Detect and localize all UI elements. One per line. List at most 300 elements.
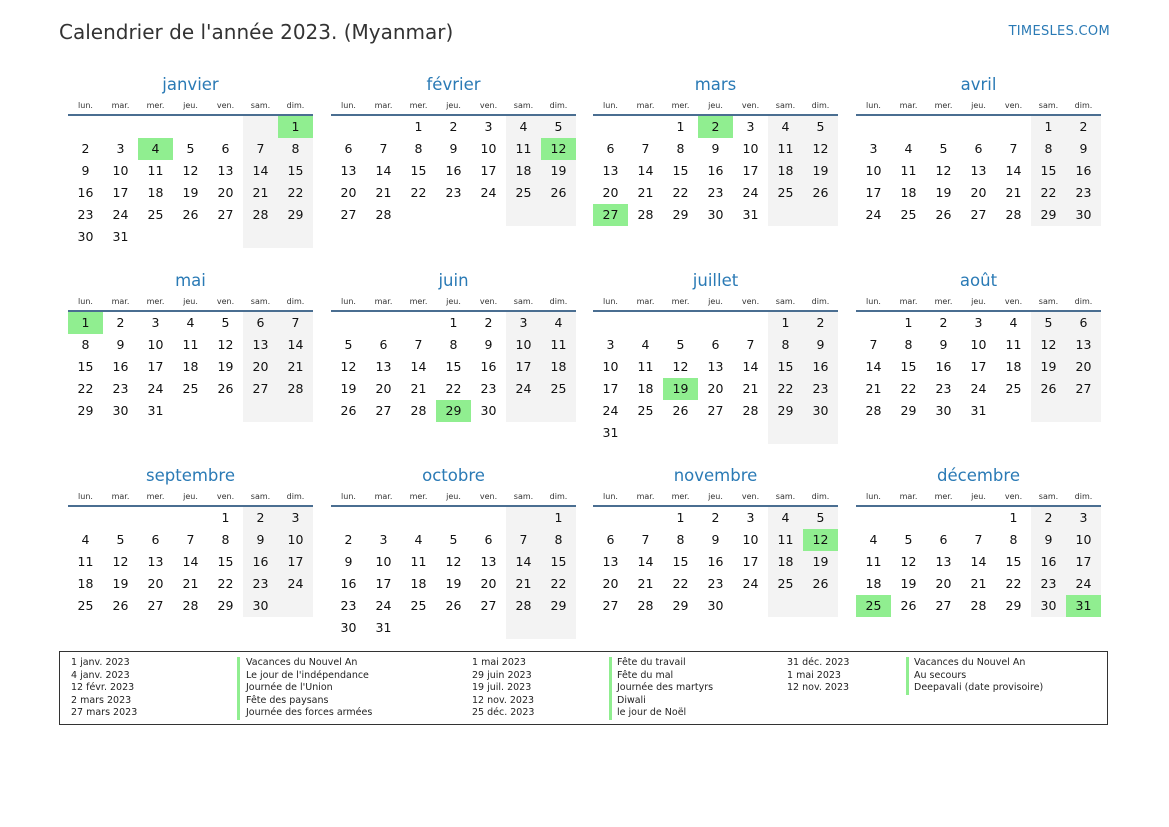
day-cell: 2 — [939, 315, 948, 330]
day-cell: 6 — [939, 532, 948, 547]
day-cell: 24 — [506, 378, 541, 400]
weekday-label: lun. — [866, 492, 881, 501]
empty-cell — [68, 116, 103, 138]
day-cell: 31 — [1066, 595, 1101, 617]
legend-dates-col — [472, 657, 534, 720]
day-cell: 14 — [865, 359, 882, 374]
empty-cell — [768, 422, 803, 444]
day-cell: 4 — [904, 141, 913, 156]
empty-cell — [138, 226, 173, 248]
day-cell: 19 — [803, 160, 838, 182]
day-cell: 19 — [935, 185, 952, 200]
weekday-label: mar. — [899, 101, 918, 110]
empty-cell — [331, 507, 366, 529]
weekday-label: sam. — [250, 492, 271, 501]
day-cell: 6 — [484, 532, 493, 547]
day-cell: 20 — [375, 381, 392, 396]
weekday-label: lun. — [341, 297, 356, 306]
day-cell: 27 — [707, 403, 724, 418]
empty-cell — [803, 595, 838, 617]
day-cell: 23 — [243, 573, 278, 595]
legend-date: 31 déc. 2023 — [787, 657, 850, 668]
empty-cell — [436, 617, 471, 639]
day-cell: 9 — [116, 337, 125, 352]
day-cell: 17 — [865, 185, 882, 200]
day-cell: 10 — [742, 532, 759, 547]
day-cell: 9 — [939, 337, 948, 352]
legend-color-bar — [237, 657, 240, 720]
day-cell: 15 — [672, 163, 689, 178]
empty-cell — [278, 226, 313, 248]
day-cell: 3 — [484, 119, 493, 134]
weekday-header — [593, 294, 838, 312]
weekday-label: lun. — [866, 101, 881, 110]
day-cell: 6 — [606, 141, 615, 156]
day-cell: 30 — [1031, 595, 1066, 617]
empty-cell — [103, 507, 138, 529]
day-cell: 22 — [1005, 576, 1022, 591]
empty-cell — [506, 400, 541, 422]
day-cell: 16 — [803, 356, 838, 378]
day-cell: 28 — [375, 207, 392, 222]
weekday-label: sam. — [250, 297, 271, 306]
day-cell: 4 — [414, 532, 423, 547]
day-cell: 21 — [637, 185, 654, 200]
days-grid — [856, 507, 1101, 617]
weekday-label: lun. — [78, 492, 93, 501]
day-cell: 27 — [147, 598, 164, 613]
day-cell: 6 — [151, 532, 160, 547]
day-cell: 6 — [379, 337, 388, 352]
day-cell: 24 — [278, 573, 313, 595]
day-cell: 1 — [414, 119, 423, 134]
day-cell: 22 — [768, 378, 803, 400]
day-cell: 31 — [970, 403, 987, 418]
day-cell: 14 — [375, 163, 392, 178]
day-cell: 30 — [112, 403, 129, 418]
day-cell: 17 — [506, 356, 541, 378]
weekday-header — [593, 489, 838, 507]
empty-cell — [803, 204, 838, 226]
day-cell: 12 — [217, 337, 234, 352]
weekday-label: jeu. — [971, 101, 986, 110]
day-cell: 14 — [742, 359, 759, 374]
day-cell: 9 — [81, 163, 90, 178]
day-cell: 29 — [1031, 204, 1066, 226]
day-cell: 11 — [541, 334, 576, 356]
empty-cell — [628, 507, 663, 529]
day-cell: 17 — [602, 381, 619, 396]
weekday-label: sam. — [513, 297, 534, 306]
empty-cell — [926, 116, 961, 138]
day-cell: 9 — [344, 554, 353, 569]
day-cell: 11 — [77, 554, 94, 569]
day-cell: 11 — [506, 138, 541, 160]
day-cell: 27 — [480, 598, 497, 613]
day-cell: 30 — [243, 595, 278, 617]
day-cell: 10 — [865, 163, 882, 178]
day-cell: 13 — [602, 554, 619, 569]
day-cell: 18 — [768, 551, 803, 573]
weekday-label: jeu. — [971, 492, 986, 501]
day-cell: 23 — [340, 598, 357, 613]
day-cell: 6 — [974, 141, 983, 156]
days-grid — [593, 312, 838, 444]
day-cell: 9 — [243, 529, 278, 551]
day-cell: 1 — [676, 119, 685, 134]
legend-holiday-name: Fête des paysans — [246, 694, 329, 706]
day-cell: 22 — [445, 381, 462, 396]
weekday-label: dim. — [549, 101, 568, 110]
day-cell: 14 — [182, 554, 199, 569]
empty-cell — [768, 204, 803, 226]
empty-cell — [733, 312, 768, 334]
legend-holiday-name: Diwali — [617, 694, 646, 706]
day-cell: 25 — [147, 207, 164, 222]
month-9 — [68, 463, 313, 617]
weekday-label: mer. — [409, 101, 428, 110]
day-cell: 8 — [676, 141, 685, 156]
empty-cell — [173, 400, 208, 422]
weekday-label: mar. — [111, 492, 130, 501]
day-cell: 11 — [900, 163, 917, 178]
empty-cell — [471, 204, 506, 226]
day-cell: 3 — [1066, 507, 1101, 529]
weekday-header — [68, 489, 313, 507]
day-cell: 30 — [803, 400, 838, 422]
month-name: octobre — [422, 466, 485, 485]
day-cell: 16 — [243, 551, 278, 573]
day-cell: 25 — [1005, 381, 1022, 396]
day-cell: 19 — [1031, 356, 1066, 378]
empty-cell — [366, 507, 401, 529]
day-cell: 19 — [182, 185, 199, 200]
day-cell: 22 — [672, 576, 689, 591]
empty-cell — [208, 400, 243, 422]
day-cell: 9 — [449, 141, 458, 156]
day-cell: 25 — [768, 573, 803, 595]
day-cell: 22 — [410, 185, 427, 200]
weekday-label: sam. — [513, 492, 534, 501]
month-name: septembre — [146, 466, 235, 485]
day-cell: 7 — [641, 141, 650, 156]
month-2 — [331, 72, 576, 226]
day-cell: 11 — [865, 554, 882, 569]
day-cell: 6 — [344, 141, 353, 156]
day-cell: 8 — [1009, 532, 1018, 547]
day-cell: 26 — [935, 207, 952, 222]
day-cell: 5 — [344, 337, 353, 352]
day-cell: 10 — [506, 334, 541, 356]
day-cell: 19 — [663, 378, 698, 400]
day-cell: 27 — [593, 204, 628, 226]
day-cell: 10 — [147, 337, 164, 352]
day-cell: 8 — [221, 532, 230, 547]
day-cell: 24 — [970, 381, 987, 396]
day-cell: 2 — [711, 510, 720, 525]
day-cell: 16 — [445, 163, 462, 178]
day-cell: 4 — [186, 315, 195, 330]
weekday-label: lun. — [603, 101, 618, 110]
legend-date: 12 nov. 2023 — [787, 682, 850, 694]
day-cell: 27 — [602, 598, 619, 613]
day-cell: 21 — [182, 576, 199, 591]
day-cell: 11 — [768, 138, 803, 160]
day-cell: 20 — [217, 185, 234, 200]
weekday-label: mar. — [374, 101, 393, 110]
day-cell: 20 — [602, 576, 619, 591]
day-cell: 25 — [182, 381, 199, 396]
day-cell: 12 — [541, 138, 576, 160]
empty-cell — [733, 422, 768, 444]
empty-cell — [436, 204, 471, 226]
empty-cell — [138, 116, 173, 138]
weekday-label: ven. — [479, 101, 498, 110]
day-cell: 5 — [116, 532, 125, 547]
weekday-label: jeu. — [446, 492, 461, 501]
weekday-label: mer. — [146, 297, 165, 306]
day-cell: 24 — [602, 403, 619, 418]
day-cell: 2 — [1031, 507, 1066, 529]
weekday-label: mar. — [899, 297, 918, 306]
day-cell: 8 — [1031, 138, 1066, 160]
day-cell: 22 — [900, 381, 917, 396]
day-cell: 25 — [637, 403, 654, 418]
day-cell: 5 — [803, 507, 838, 529]
day-cell: 18 — [77, 576, 94, 591]
day-cell: 30 — [340, 620, 357, 635]
weekday-label: mar. — [636, 101, 655, 110]
day-cell: 4 — [869, 532, 878, 547]
empty-cell — [436, 507, 471, 529]
day-cell: 17 — [480, 163, 497, 178]
legend-date: 12 nov. 2023 — [472, 694, 535, 706]
month-name: décembre — [937, 466, 1020, 485]
legend-holiday-name: Le jour de l'indépendance — [246, 669, 369, 681]
day-cell: 11 — [410, 554, 427, 569]
weekday-label: lun. — [603, 492, 618, 501]
empty-cell — [401, 617, 436, 639]
day-cell: 25 — [410, 598, 427, 613]
day-cell: 8 — [278, 138, 313, 160]
month-name: novembre — [673, 466, 758, 485]
empty-cell — [208, 116, 243, 138]
day-cell: 18 — [182, 359, 199, 374]
day-cell: 2 — [1066, 116, 1101, 138]
weekday-label: sam. — [775, 101, 796, 110]
day-cell: 28 — [278, 378, 313, 400]
day-cell: 15 — [77, 359, 94, 374]
days-grid — [856, 116, 1101, 226]
day-cell: 30 — [480, 403, 497, 418]
day-cell: 2 — [344, 532, 353, 547]
day-cell: 10 — [480, 141, 497, 156]
day-cell: 12 — [182, 163, 199, 178]
empty-cell — [663, 312, 698, 334]
empty-cell — [803, 422, 838, 444]
day-cell: 3 — [116, 141, 125, 156]
day-cell: 31 — [112, 229, 129, 244]
empty-cell — [68, 507, 103, 529]
day-cell: 16 — [1031, 551, 1066, 573]
empty-cell — [138, 507, 173, 529]
empty-cell — [1066, 400, 1101, 422]
weekday-label: mar. — [636, 297, 655, 306]
empty-cell — [278, 595, 313, 617]
month-5 — [68, 268, 313, 422]
day-cell: 31 — [742, 207, 759, 222]
legend-holiday-name: Journée des forces armées — [246, 707, 373, 719]
day-cell: 25 — [506, 182, 541, 204]
day-cell: 13 — [707, 359, 724, 374]
day-cell: 3 — [379, 532, 388, 547]
month-name: juillet — [692, 271, 739, 290]
legend-holiday-name: Journée des martyrs — [617, 682, 714, 694]
month-8 — [856, 268, 1101, 422]
day-cell: 24 — [865, 207, 882, 222]
day-cell: 1 — [221, 510, 230, 525]
brand-link[interactable]: TIMESLES.COM — [1008, 24, 1110, 39]
day-cell: 15 — [1005, 554, 1022, 569]
day-cell: 7 — [414, 337, 423, 352]
day-cell: 2 — [803, 312, 838, 334]
day-cell: 18 — [865, 576, 882, 591]
day-cell: 23 — [803, 378, 838, 400]
day-cell: 24 — [1066, 573, 1101, 595]
day-cell: 27 — [217, 207, 234, 222]
empty-cell — [733, 595, 768, 617]
day-cell: 3 — [606, 337, 615, 352]
weekday-header — [856, 294, 1101, 312]
weekday-label: ven. — [1004, 101, 1023, 110]
month-name: janvier — [162, 75, 219, 94]
day-cell: 13 — [1066, 334, 1101, 356]
day-cell: 2 — [116, 315, 125, 330]
day-cell: 23 — [707, 576, 724, 591]
weekday-label: jeu. — [708, 492, 723, 501]
day-cell: 19 — [112, 576, 129, 591]
weekday-label: jeu. — [183, 492, 198, 501]
day-cell: 8 — [449, 337, 458, 352]
weekday-label: sam. — [775, 492, 796, 501]
day-cell: 13 — [935, 554, 952, 569]
day-cell: 29 — [672, 207, 689, 222]
empty-cell — [173, 116, 208, 138]
empty-cell — [331, 116, 366, 138]
weekday-header — [593, 98, 838, 116]
day-cell: 26 — [672, 403, 689, 418]
weekday-label: sam. — [1038, 101, 1059, 110]
day-cell: 6 — [606, 532, 615, 547]
day-cell: 15 — [541, 551, 576, 573]
day-cell: 2 — [449, 119, 458, 134]
day-cell: 4 — [768, 507, 803, 529]
day-cell: 13 — [375, 359, 392, 374]
day-cell: 31 — [147, 403, 164, 418]
legend-date: 1 janv. 2023 — [71, 657, 130, 668]
day-cell: 18 — [900, 185, 917, 200]
days-grid — [68, 116, 313, 248]
day-cell: 21 — [1005, 185, 1022, 200]
empty-cell — [593, 507, 628, 529]
day-cell: 16 — [77, 185, 94, 200]
empty-cell — [628, 312, 663, 334]
month-name: mars — [694, 75, 737, 94]
day-cell: 9 — [1066, 138, 1101, 160]
legend-date: 2 mars 2023 — [71, 694, 132, 706]
day-cell: 23 — [707, 185, 724, 200]
weekday-label: jeu. — [708, 297, 723, 306]
day-cell: 29 — [436, 400, 471, 422]
day-cell: 4 — [541, 312, 576, 334]
day-cell: 7 — [641, 532, 650, 547]
empty-cell — [891, 507, 926, 529]
day-cell: 8 — [676, 532, 685, 547]
weekday-label: mer. — [409, 297, 428, 306]
weekday-label: jeu. — [183, 101, 198, 110]
weekday-header — [856, 489, 1101, 507]
weekday-label: ven. — [216, 492, 235, 501]
weekday-label: sam. — [775, 297, 796, 306]
day-cell: 22 — [278, 182, 313, 204]
empty-cell — [926, 507, 961, 529]
day-cell: 7 — [278, 312, 313, 334]
day-cell: 3 — [746, 119, 755, 134]
day-cell: 15 — [445, 359, 462, 374]
days-grid — [68, 507, 313, 617]
days-grid — [593, 116, 838, 226]
day-cell: 13 — [480, 554, 497, 569]
day-cell: 10 — [742, 141, 759, 156]
weekday-label: ven. — [479, 492, 498, 501]
weekday-label: dim. — [549, 297, 568, 306]
day-cell: 1 — [68, 312, 103, 334]
day-cell: 22 — [672, 185, 689, 200]
day-cell: 18 — [410, 576, 427, 591]
day-cell: 26 — [1031, 378, 1066, 400]
day-cell: 21 — [375, 185, 392, 200]
day-cell: 7 — [243, 138, 278, 160]
day-cell: 14 — [637, 163, 654, 178]
month-10 — [331, 463, 576, 639]
day-cell: 25 — [856, 595, 891, 617]
month-6 — [331, 268, 576, 422]
weekday-label: mar. — [374, 297, 393, 306]
day-cell: 15 — [768, 356, 803, 378]
weekday-label: mer. — [671, 297, 690, 306]
legend-names-col — [246, 657, 372, 720]
day-cell: 1 — [278, 116, 313, 138]
day-cell: 30 — [935, 403, 952, 418]
day-cell: 4 — [506, 116, 541, 138]
empty-cell — [541, 204, 576, 226]
weekday-label: mer. — [409, 492, 428, 501]
legend-color-bar — [906, 657, 909, 695]
day-cell: 2 — [243, 507, 278, 529]
weekday-label: lun. — [866, 297, 881, 306]
empty-cell — [366, 312, 401, 334]
month-name: février — [426, 75, 481, 94]
empty-cell — [698, 312, 733, 334]
day-cell: 20 — [602, 185, 619, 200]
day-cell: 1 — [904, 315, 913, 330]
day-cell: 23 — [480, 381, 497, 396]
day-cell: 15 — [1031, 160, 1066, 182]
weekday-label: lun. — [603, 297, 618, 306]
day-cell: 2 — [484, 315, 493, 330]
weekday-label: mer. — [934, 101, 953, 110]
empty-cell — [471, 617, 506, 639]
